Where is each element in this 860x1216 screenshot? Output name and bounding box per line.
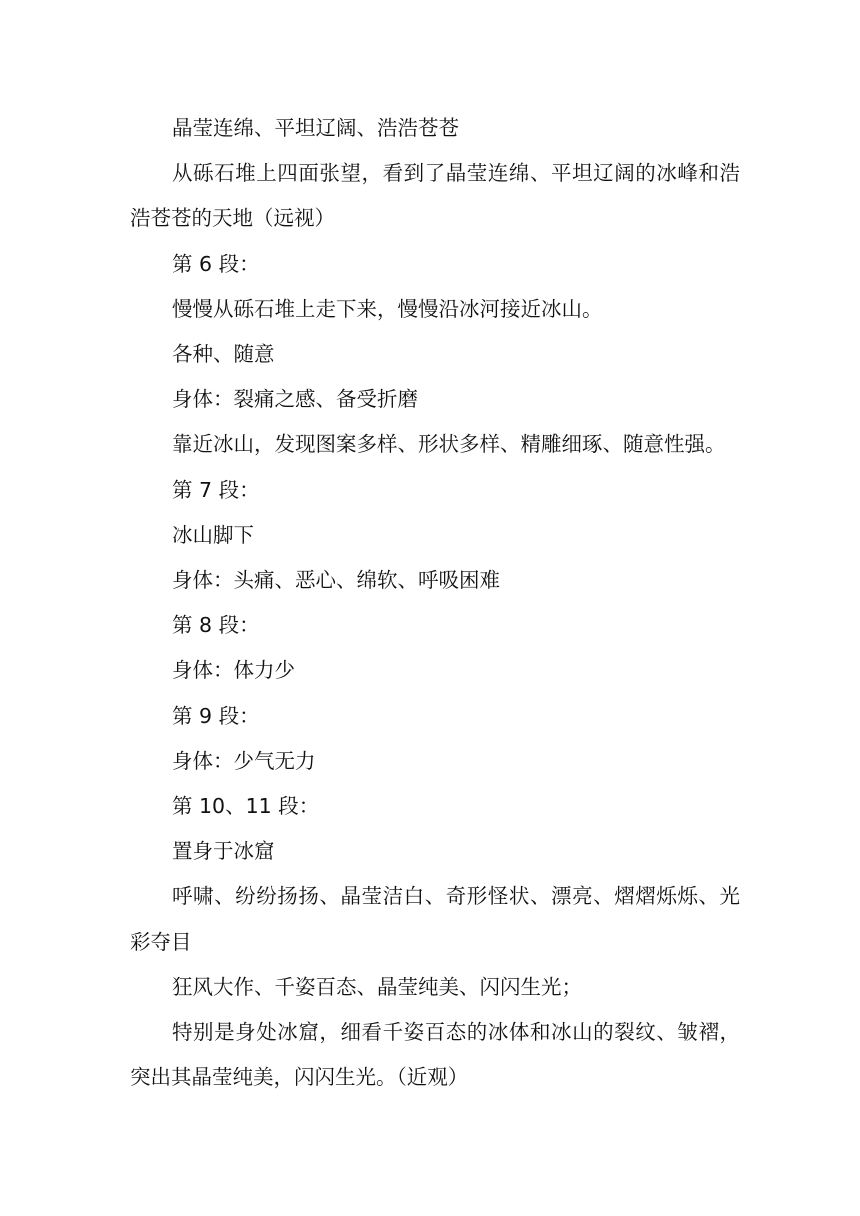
paragraph: 各种、随意 (172, 342, 275, 367)
paragraph: 冰山脚下 (172, 522, 254, 547)
document-body (130, 106, 740, 1100)
paragraph: 晶莹连绵、平坦辽阔、浩浩苍苍 (172, 116, 459, 140)
section-heading: 第 6 段： (172, 251, 260, 276)
paragraph: 呼啸、纷纷扬扬、晶莹洁白、奇形怪状、漂亮、熠熠烁烁、光彩夺目 (130, 884, 740, 954)
paragraph: 身体：少气无力 (172, 748, 316, 773)
paragraph: 从砾石堆上四面张望，看到了晶莹连绵、平坦辽阔的冰峰和浩浩苍苍的天地（远视） (130, 161, 740, 231)
paragraph: 身体：头痛、恶心、绵软、呼吸困难 (172, 568, 500, 593)
paragraph: 狂风大作、千姿百态、晶莹纯美、闪闪生光； (172, 974, 582, 999)
section-heading: 第 7 段： (172, 477, 260, 502)
section-heading: 第 10、11 段： (172, 794, 320, 819)
section-heading: 第 9 段： (172, 703, 260, 728)
paragraph: 置身于冰窟 (172, 839, 275, 864)
paragraph: 身体：裂痛之感、备受折磨 (172, 387, 418, 412)
paragraph: 靠近冰山，发现图案多样、形状多样、精雕细琢、随意性强。 (172, 432, 726, 457)
paragraph: 特别是身处冰窟，细看千姿百态的冰体和冰山的裂纹、皱褶，突出其晶莹纯美，闪闪生光。（近观） (130, 1020, 740, 1090)
section-heading: 第 8 段： (172, 613, 260, 638)
paragraph: 慢慢从砾石堆上走下来，慢慢沿冰河接近冰山。 (172, 296, 603, 321)
paragraph: 身体：体力少 (172, 658, 295, 683)
